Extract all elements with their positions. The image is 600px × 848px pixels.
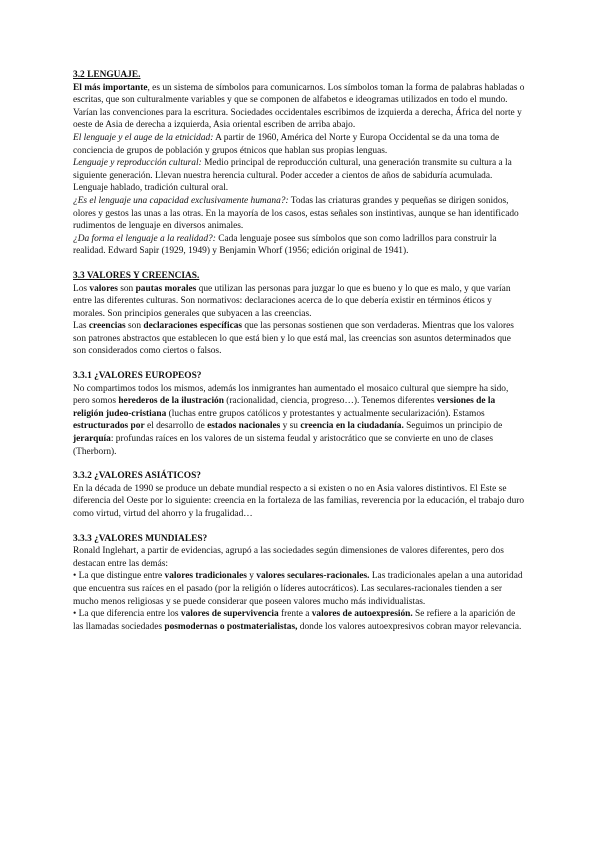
text: y (246, 571, 257, 582)
bold-term: creencia en la ciudadanía. (300, 421, 404, 432)
text: (luchas entre grupos católicos y protestantes y actualmente secularización). Estamos (166, 408, 485, 419)
bold-term: versiones de la religión judeo-cristiana (73, 396, 496, 419)
bold-term: posmodernas o postmaterialistas, (164, 621, 298, 632)
paragraph-asiaticos: En la década de 1990 se produce un debate mundial respecto a si existen o no en Asia valores distintivos. El Este se diferencia del Oeste por lo siguiente: creencia en la fortaleza de las familias, reverencia por la educación, el trabajo duro como virtud, virtud del ahorro y la frugalidad… (73, 483, 525, 519)
text: (racionalidad, ciencia, progreso…). Tenemos diferentes (223, 396, 437, 407)
section-title-valores-mundiales: 3.3.3 ¿VALORES MUNDIALES? (73, 533, 208, 544)
text: que las personas sostienen que son verdaderas. Mientras que los valores son patrones abstractos que establecen lo que está bien y lo que está mal, las creencias son asuntos determinados que son considerados como ciertos o falsos. (73, 321, 514, 357)
text: frente a (278, 609, 312, 620)
section-title-valores-asiaticos: 3.3.2 ¿VALORES ASIÁTICOS? (73, 471, 201, 482)
bold-term: estructurados por (73, 421, 145, 432)
text: y su (280, 421, 301, 432)
bold-term: creencias (88, 321, 126, 332)
text: Las (73, 321, 89, 332)
bold-term: valores seculares-racionales. (256, 571, 370, 582)
section-title-valores-europeos: 3.3.1 ¿VALORES EUROPEOS? (73, 371, 202, 382)
text: No compartimos todos los mismos, además los inmigrantes han aumentado el mosaico cultural que siempre ha sido, pero somos (73, 383, 509, 407)
paragraph-etnicidad (73, 132, 526, 157)
bold-lead: El más importante (73, 82, 148, 93)
paragraph-capacidad-humana (73, 195, 526, 233)
text: son (125, 321, 144, 332)
spacer (73, 521, 526, 533)
text: Se refiere a la aparición de las llamadas sociedades (73, 609, 516, 632)
text: Las tradicionales apelan a una autoridad que encuentra sus raíces en el pasado (por la religión o líderes autocráticos). Las seculares-racionales tienden a ser mucho menos religiosas y se puede considerar que poseen valores mucho más individualistas. (73, 571, 523, 607)
paragraph-europeos (73, 383, 526, 459)
text: son (117, 283, 136, 294)
paragraph-reproduccion (73, 157, 526, 195)
bullet-tradicionales (73, 570, 526, 608)
paragraph-realidad (73, 233, 526, 258)
text: Medio principal de reproducción cultural, una generación transmite su cultura a la siguiente generación. Llevan nuestra herencia cultural. Poder acceder a cientos de años de sabiduría acumulada. Lenguaje hablado, tradición cultural oral. (73, 158, 512, 194)
paragraph-valores (73, 283, 526, 321)
italic-lead: ¿Es el lenguaje una capacidad exclusivamente humana?: (73, 195, 289, 206)
text: , es un sistema de símbolos para comunicarnos. Los símbolos toman la forma de palabras habladas o escritas, que son culturalmente variables y que se componen de alfabetos e ideogramas utilizados en todo el mundo. Varían las convenciones para la escritura. Sociedades occidentales escribimos de izquierda a derecha, África del norte y oeste de Asia de derecha a izquierda, Asia oriental escriben de arriba abajo. (73, 82, 525, 131)
bold-term: valores (89, 283, 118, 294)
bullet-supervivencia (73, 608, 526, 633)
italic-lead: ¿Da forma el lenguaje a la realidad?: (73, 233, 216, 244)
text: Seguimos un principio de (403, 421, 503, 432)
text: Todas las criaturas grandes y pequeñas se dirigen sonidos, olores y gestos las unas a las otras. En la mayoría de los casos, estas señales son instintivas, aunque se han identificado rudimentos de lenguaje en diversos animales. (73, 195, 519, 232)
bold-term: valores de autoexpresión. (311, 609, 413, 620)
italic-lead: Lenguaje y reproducción cultural: (73, 158, 202, 169)
bold-term: herederos de la ilustración (118, 396, 224, 407)
bold-term: pautas morales (135, 283, 197, 294)
spacer (73, 258, 526, 270)
text: que utilizan las personas para juzgar lo que es bueno y lo que es malo, y que varían entre las diferentes culturas. Son normativos: declaraciones acerca de lo que debería existir en términos éticos y morales. Son principios generales que subyacen a las creencias. (73, 283, 511, 319)
section-title-lenguaje: 3.2 LENGUAJE. (73, 70, 141, 80)
paragraph-mundiales-intro: Ronald Inglehart, a partir de evidencias, agrupó a las sociedades según dimensiones de valores diferentes, pero dos destacan entre las demás: (73, 546, 504, 569)
section-title-valores-creencias: 3.3 VALORES Y CREENCIAS. (73, 270, 200, 281)
text: Cada lenguaje posee sus símbolos que son como ladrillos para construir la realidad. Edward Sapir (1929, 1949) y Benjamin Whorf (1956; edición original de 1941). (73, 233, 497, 257)
text: el desarrollo de (144, 421, 208, 432)
bold-term: declaraciones específicas (143, 321, 243, 332)
italic-lead: El lenguaje y el auge de la etnicidad: (73, 132, 214, 143)
bold-term: jerarquía (73, 434, 111, 445)
text: A partir de 1960, América del Norte y Europa Occidental se da una toma de conciencia de grupos de población y grupos étnicos que hablan sus propias lenguas. (73, 132, 500, 156)
text: • La que distingue entre (73, 571, 165, 582)
text: : profundas raíces en los valores de un sistema feudal y aristocrático que se convierte en uno de clases (Therborn). (73, 434, 493, 457)
spacer (73, 458, 526, 470)
bold-term: valores tradicionales (164, 571, 247, 582)
text: • La que diferencia entre los (73, 609, 181, 620)
paragraph-creencias (73, 320, 526, 358)
text: donde los valores autoexpresivos cobran mayor relevancia. (297, 621, 522, 632)
bold-term: valores de supervivencia (180, 609, 279, 620)
bold-term: estados nacionales (207, 421, 281, 432)
text: Los (73, 283, 90, 294)
paragraph-lenguaje-intro (73, 82, 526, 132)
spacer (73, 358, 526, 370)
